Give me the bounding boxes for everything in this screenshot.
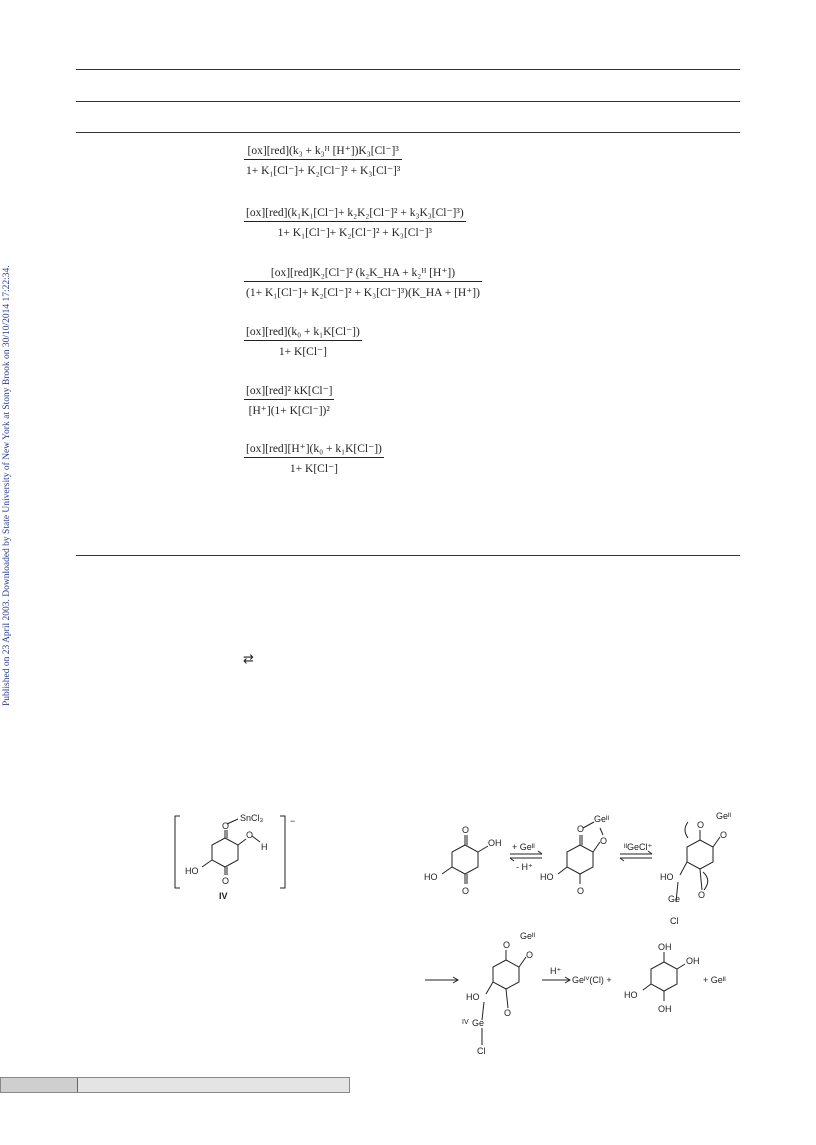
right-bracket: [280, 816, 285, 888]
oxygen-label: O: [222, 876, 230, 886]
germanium-chloride-product: Geᴵⱽ(Cl) +: [572, 975, 612, 985]
rate-equation-3-numerator: [ox][red]K₂[Cl⁻]² (k₂K_HA + k₂ᴴ [H⁺]): [270, 267, 456, 279]
bottom-table-cell: [1, 1078, 78, 1092]
oxygen-label: O: [462, 886, 470, 896]
rate-equation-2-denominator: 1+ K₁[Cl⁻]+ K₂[Cl⁻]² + K₃[Cl⁻]³: [277, 227, 432, 239]
germanium-label: Geᴵᴵ: [716, 811, 732, 821]
sncl3-label: SnCl₃: [240, 813, 264, 823]
reagent-label: ᴵᴵGeCl⁺: [624, 842, 653, 852]
hydroxyl-label: HO: [185, 866, 199, 876]
equilibrium-arrow-icon: ⇄: [243, 652, 254, 667]
bond: [506, 989, 508, 1008]
bond: [680, 862, 687, 875]
fraction-bar: [244, 281, 482, 282]
rate-equation-5-denominator: [H⁺](1+ K[Cl⁻])²: [248, 405, 330, 417]
oxygen-label: O: [503, 940, 511, 950]
chlorine-label: Cl: [477, 1046, 486, 1056]
rate-equation-3: [244, 265, 482, 299]
ring: [687, 840, 713, 869]
rate-equation-1-numerator: [ox][red](k₃ + k₃ᴴ [H⁺])K₃[Cl⁻]³: [247, 145, 399, 157]
bond: [713, 837, 720, 847]
bond: [486, 982, 493, 994]
oxygen-label: O: [698, 890, 706, 900]
bond: [583, 822, 594, 828]
oxygen-label: O: [720, 830, 728, 840]
reagent-label: - H⁺: [516, 862, 533, 872]
germanium-label: Geᴵᴵ: [520, 931, 536, 941]
mechanism-scheme-row1: [420, 810, 750, 930]
bond: [238, 839, 246, 845]
hydroxyl-label: OH: [686, 956, 700, 966]
bond: [600, 828, 603, 835]
oxygen-label: O: [504, 1008, 512, 1018]
fraction-bar: [244, 399, 334, 400]
rate-equation-3-denominator: (1+ K₁[Cl⁻]+ K₂[Cl⁻]² + K₃[Cl⁻]³)(K_HA + [H⁺]): [246, 287, 480, 299]
ring: [493, 960, 519, 989]
left-bracket: [175, 816, 180, 888]
hydroxyl-label: HO: [424, 872, 438, 882]
hydroxyl-label: HO: [540, 872, 554, 882]
bond: [252, 836, 260, 842]
compound-label: IV: [219, 891, 228, 901]
structure-iv-diagram: [170, 812, 310, 922]
bond: [478, 846, 488, 852]
bottom-table-bar: [0, 1077, 350, 1093]
hydroxyl-label: HO: [660, 872, 674, 882]
hydroxyl-label: OH: [658, 942, 672, 952]
rate-equation-2: [244, 205, 466, 239]
bond: [519, 957, 526, 967]
charge-label: −: [290, 816, 296, 826]
germanium-label: Ge: [668, 894, 681, 904]
bond: [593, 842, 600, 852]
rate-equation-2-numerator: [ox][red](k₁K₁[Cl⁻]+ k₂K₂[Cl⁻]² + k₃K₃[Cl⁻]³): [246, 207, 464, 219]
rate-equation-6-denominator: 1+ K[Cl⁻]: [289, 463, 338, 475]
electron-arrow: [685, 822, 688, 838]
oxygen-label: O: [462, 825, 470, 835]
quinone-ring: [452, 845, 478, 874]
chlorine-label: Cl: [670, 916, 679, 926]
oxygen-label: O: [577, 886, 585, 896]
fraction-bar: [244, 221, 466, 222]
oxygen-label: O: [600, 836, 608, 846]
fraction-bar: [244, 457, 384, 458]
rate-equation-1-denominator: 1+ K₁[Cl⁻]+ K₂[Cl⁻]² + K₃[Cl⁻]³: [246, 165, 401, 177]
ring: [567, 845, 593, 874]
rate-equation-5: [244, 383, 334, 417]
bond: [677, 964, 685, 969]
reagent-label: + Geᴵᴵ: [512, 842, 535, 852]
hydroxyl-label: OH: [488, 838, 502, 848]
rate-equation-6: [244, 441, 384, 475]
rate-equation-4: [244, 324, 362, 358]
bond: [700, 869, 702, 890]
hydroxyl-label: HO: [624, 990, 638, 1000]
bond: [202, 860, 212, 867]
rate-equation-5-numerator: [ox][red]² kK[Cl⁻]: [246, 385, 333, 397]
table-bottom-rule: [76, 555, 740, 556]
bond: [558, 867, 567, 874]
quinone-ring: [212, 838, 238, 867]
oxidation-state-label: IV: [462, 1019, 469, 1026]
rate-equation-6-numerator: [ox][red][H⁺](k₀ + k₁K[Cl⁻]): [246, 443, 382, 455]
bond: [442, 867, 452, 874]
germanium-label: Geᴵᴵ: [594, 814, 610, 824]
rate-equation-1: [244, 143, 402, 177]
fraction-bar: [244, 159, 402, 160]
rate-equation-4-denominator: 1+ K[Cl⁻]: [278, 346, 327, 358]
oxygen-label: O: [246, 830, 254, 840]
table-body-rule: [76, 132, 740, 133]
download-notice-text: Published on 23 April 2003. Downloaded by State University of New York at Stony Brook on 30/10/2014 17:22:34.: [2, 265, 12, 706]
oxygen-label: O: [526, 950, 534, 960]
mechanism-scheme-row2: [420, 930, 750, 1065]
reagent-label: H⁺: [550, 966, 562, 976]
bond: [643, 984, 651, 990]
benzene-ring: [651, 962, 677, 991]
hydroxyl-label: HO: [466, 992, 480, 1002]
hydroxyl-label: OH: [658, 1004, 672, 1014]
germanium-product: + Geᴵᴵ: [703, 975, 726, 985]
oxygen-label: O: [222, 821, 230, 831]
rate-equation-4-numerator: [ox][red](k₀ + k₁K[Cl⁻]): [246, 326, 360, 338]
table-header-rule: [76, 101, 740, 102]
table-top-rule: [76, 69, 740, 70]
oxygen-label: O: [697, 820, 705, 830]
fraction-bar: [244, 340, 362, 341]
oxygen-label: O: [577, 824, 585, 834]
electron-arrow: [703, 872, 708, 890]
germanium-label: Ge: [472, 1018, 485, 1028]
hydrogen-label: H: [261, 842, 268, 852]
